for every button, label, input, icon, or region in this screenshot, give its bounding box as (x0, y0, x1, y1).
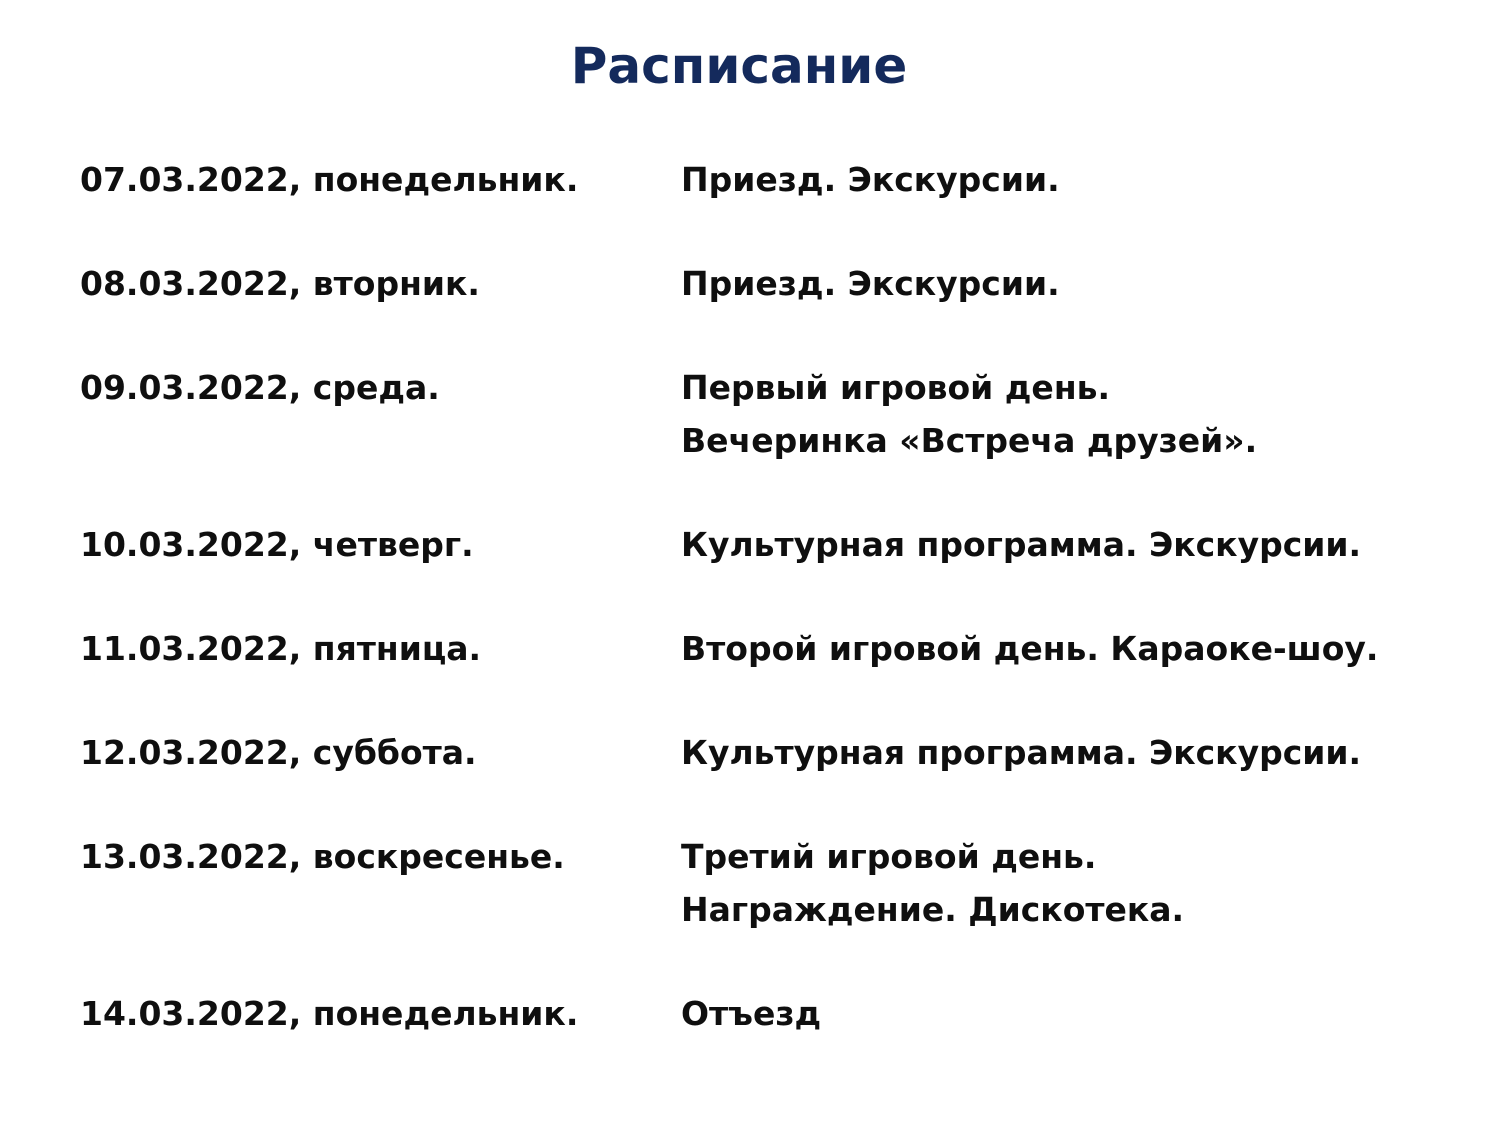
schedule-date: 10.03.2022, четверг. (80, 525, 474, 564)
schedule-date: 13.03.2022, воскресенье. (80, 837, 565, 876)
activity-line: Культурная программа. Экскурсии. (681, 525, 1362, 564)
activity-line: Культурная программа. Экскурсии. (681, 733, 1362, 772)
schedule-activity (681, 361, 1257, 467)
activity-line: Отъезд (681, 994, 822, 1033)
schedule-activity (681, 622, 1378, 675)
schedule-activity (681, 830, 1184, 936)
schedule-date: 07.03.2022, понедельник. (80, 160, 579, 199)
schedule-activity (681, 726, 1361, 779)
activity-line: Награждение. Дискотека. (681, 890, 1185, 929)
schedule-date: 08.03.2022, вторник. (80, 264, 480, 303)
activity-line: Третий игровой день. (681, 837, 1097, 876)
schedule-activity (681, 153, 1060, 206)
page-title: Расписание (570, 37, 908, 95)
activity-line: Приезд. Экскурсии. (681, 160, 1060, 199)
schedule-activity (681, 518, 1361, 571)
activity-line: Приезд. Экскурсии. (681, 264, 1060, 303)
activity-line: Вечеринка «Встреча друзей». (681, 421, 1258, 460)
activity-line: Второй игровой день. Караоке-шоу. (681, 629, 1379, 668)
schedule-date: 09.03.2022, среда. (80, 368, 440, 407)
schedule-activity (681, 987, 821, 1040)
schedule-date: 14.03.2022, понедельник. (80, 994, 579, 1033)
schedule-date: 12.03.2022, суббота. (80, 733, 477, 772)
activity-line: Первый игровой день. (681, 368, 1111, 407)
schedule-activity (681, 257, 1060, 310)
schedule-date: 11.03.2022, пятница. (80, 629, 482, 668)
